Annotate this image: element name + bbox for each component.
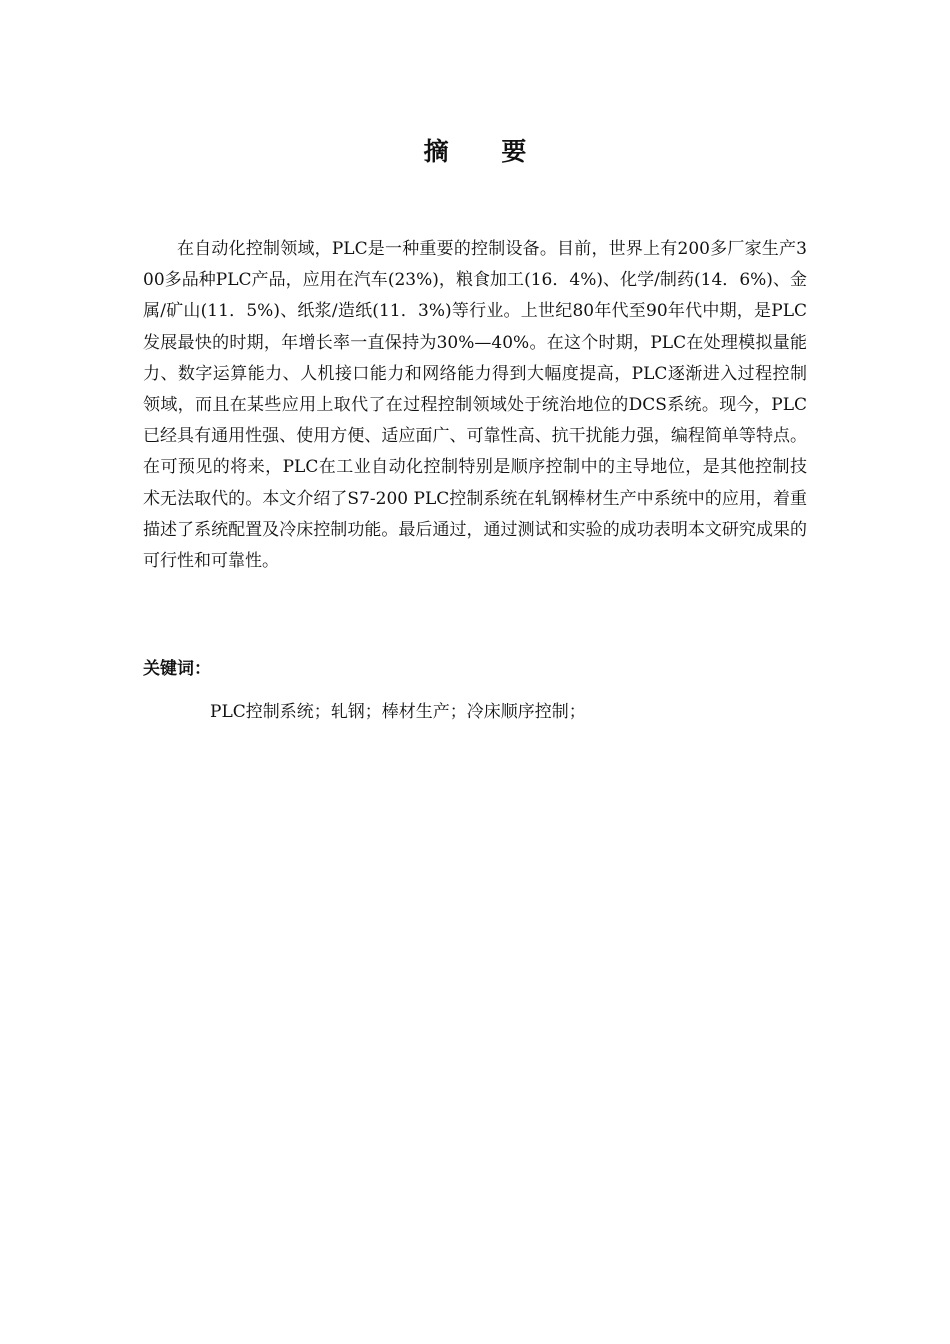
keywords-label: 关键词： — [143, 659, 211, 679]
keywords-list: PLC控制系统；轧钢；棒材生产；冷床顺序控制； — [210, 702, 586, 722]
abstract-body: 在自动化控制领域，PLC是一种重要的控制设备。目前，世界上有200多厂家生产300多品种PLC产品，应用在汽车(23%)，粮食加工(16．4%)、化学/制药(14．6%)、金属/矿山(11．5%)、纸浆/造纸(11．3%)等行业。上世纪80年代至90年代中期，是PLC发展最快的时期，年增长率一直保持为30%—40%。在这个时期，PLC在处理模拟量能力、数字运算能力、人机接口能力和网络能力得到大幅度提高，PLC逐渐进入过程控制领域，而且在某些应用上取代了在过程控制领域处于统治地位的DCS系统。现今，PLC已经具有通用性强、使用方便、适应面广、可靠性高、抗干扰能力强，编程简单等特点。在可预见的将来，PLC在工业自动化控制特别是顺序控制中的主导地位，是其他控制技术无法取代的。本文介绍了S7-200 PLC控制系统在轧钢棒材生产中系统中的应用，着重描述了系统配置及冷床控制功能。最后通过，通过测试和实验的成功表明本文研究成果的可行性和可靠性。 — [143, 239, 807, 572]
page-title: 摘 要 — [423, 137, 549, 166]
